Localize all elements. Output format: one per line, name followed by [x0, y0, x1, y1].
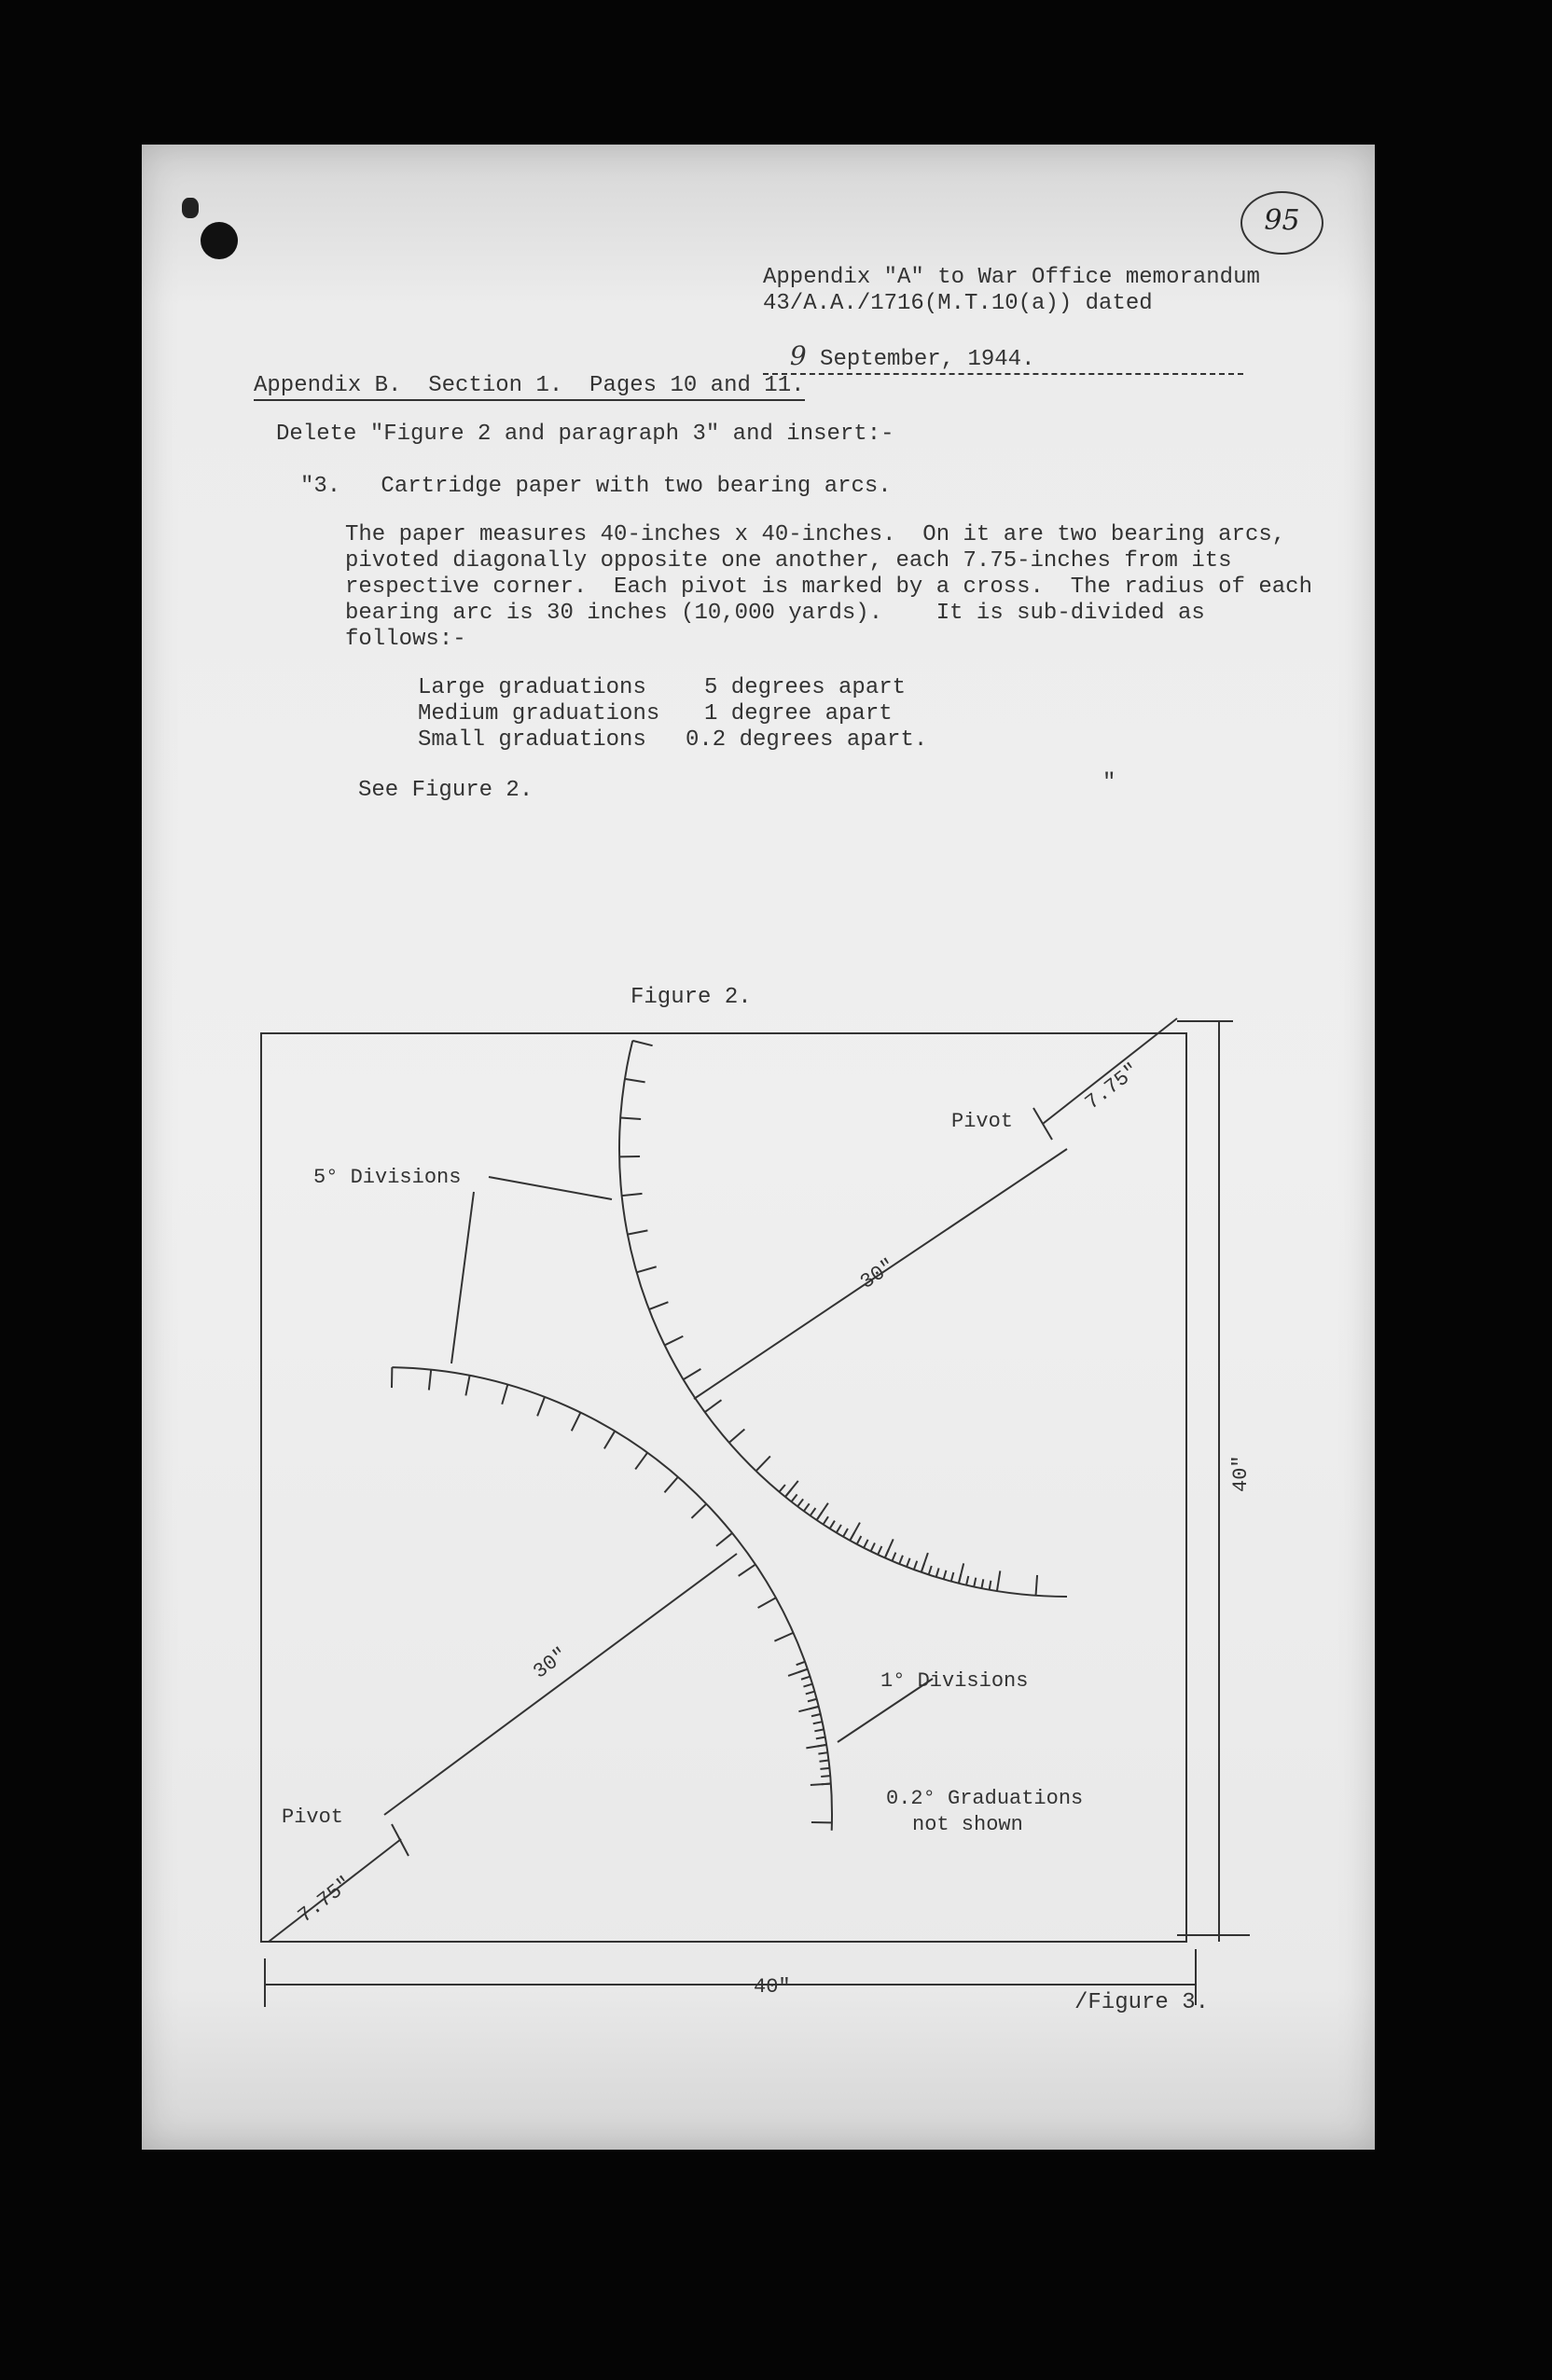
- bearing-arc-top-tick: [1036, 1575, 1038, 1596]
- bearing-arc-bottom-tick: [572, 1413, 581, 1432]
- pivot-cross-bottom: [392, 1824, 409, 1856]
- bearing-arc-top-minor-tick: [899, 1556, 903, 1564]
- bearing-arc-top-minor-tick: [929, 1566, 932, 1575]
- bearing-arc-bottom-tick: [691, 1504, 706, 1518]
- bearing-arc-top-tick: [649, 1302, 669, 1309]
- label-width-40: 40": [754, 1975, 791, 1999]
- bearing-arc-top-minor-tick: [966, 1576, 968, 1585]
- next-figure-note: /Figure 3.: [1074, 1990, 1210, 2015]
- bearing-arc-top-minor-tick: [837, 1525, 841, 1533]
- bearing-arc-bottom-minor-tick: [813, 1722, 823, 1723]
- bearing-arc-bottom-tick: [537, 1397, 545, 1417]
- date-month-year: September, 1944.: [820, 347, 1035, 372]
- bearing-arc-top-minor-tick: [864, 1540, 868, 1548]
- bearing-arc-bottom-tick: [774, 1633, 793, 1641]
- bearing-arc-top-minor-tick: [811, 1508, 816, 1515]
- paragraph-title: "3. Cartridge paper with two bearing arcs.: [300, 474, 892, 499]
- bearing-arc-top-minor-tick: [843, 1529, 848, 1537]
- graduation-value-small: 0.2 degrees apart.: [686, 727, 928, 753]
- bearing-arc-bottom-minor-tick: [803, 1684, 812, 1687]
- bearing-arc-top-minor-tick: [830, 1521, 835, 1529]
- bearing-arc-top-tick: [997, 1571, 1000, 1591]
- label-02-graduations: 0.2° Graduations: [886, 1787, 1084, 1810]
- bearing-arc-bottom-tick: [716, 1533, 732, 1546]
- body-line-4: bearing arc is 30 inches (10,000 yards). It is sub-divided as: [345, 601, 1205, 626]
- bearing-arc-top-minor-tick: [959, 1574, 961, 1584]
- bearing-arc-top-minor-tick: [779, 1485, 784, 1492]
- bearing-arc-top-tick: [632, 1041, 652, 1045]
- bearing-arc-bottom-tick: [635, 1453, 647, 1470]
- bearing-arc-bottom-tick: [664, 1477, 677, 1493]
- bearing-arc-top-minor-tick: [817, 1513, 823, 1520]
- label-offset-top: 7.75": [1080, 1059, 1144, 1115]
- bearing-arc-top-minor-tick: [850, 1532, 854, 1541]
- handwritten-page-number: 95: [1240, 191, 1323, 255]
- label-radius-bottom: 30": [529, 1642, 573, 1684]
- appendix-line-2: 43/A.A./1716(M.T.10(a)) dated: [763, 291, 1153, 316]
- bearing-arc-top-minor-tick: [922, 1563, 924, 1571]
- bearing-arc-bottom-tick: [429, 1370, 431, 1391]
- label-pivot-top: Pivot: [951, 1110, 1014, 1133]
- bearing-arc-bottom-minor-tick: [797, 1662, 805, 1665]
- bearing-arc-bottom-minor-tick: [819, 1761, 828, 1762]
- bearing-arc-top-tick: [729, 1429, 745, 1442]
- bearing-arc-top-minor-tick: [885, 1549, 889, 1557]
- graduation-label-large: Large graduations: [418, 675, 646, 700]
- pointer-5deg-to-bottom-arc: [451, 1192, 474, 1363]
- bearing-arc-bottom-minor-tick: [801, 1677, 811, 1680]
- bearing-arc-top-minor-tick: [981, 1579, 983, 1588]
- bearing-arc-bottom-minor-tick: [798, 1669, 807, 1672]
- label-radius-top: 30": [855, 1253, 900, 1294]
- see-figure-note: See Figure 2.: [358, 778, 534, 803]
- bearing-arc-bottom-minor-tick: [817, 1745, 826, 1747]
- bearing-arc-top-tick: [620, 1118, 641, 1120]
- bearing-arc-bottom-tick: [604, 1432, 615, 1449]
- bearing-arc-top-tick: [705, 1400, 722, 1412]
- bearing-arc-bottom-tick: [465, 1376, 469, 1396]
- label-1-divisions: 1° Divisions: [880, 1669, 1029, 1693]
- bearing-arc-top-tick: [637, 1266, 657, 1272]
- bearing-arc-top-minor-tick: [951, 1572, 954, 1582]
- bearing-arc-top-minor-tick: [944, 1571, 947, 1580]
- body-line-2: pivoted diagonally opposite one another, each 7.75-inches from its: [345, 548, 1232, 574]
- bearing-arc-top-minor-tick: [791, 1494, 797, 1501]
- bearing-arc-top-minor-tick: [804, 1503, 810, 1511]
- bearing-arc-bottom-tick: [758, 1598, 776, 1608]
- label-offset-bottom: 7.75": [293, 1872, 357, 1929]
- bearing-arc-top-minor-tick: [857, 1536, 862, 1544]
- bearing-arc-top-minor-tick: [936, 1568, 939, 1577]
- bearing-arc-top-tick: [684, 1369, 701, 1379]
- bearing-arc-top-minor-tick: [914, 1561, 917, 1570]
- bearing-arc-bottom-minor-tick: [816, 1737, 825, 1739]
- bearing-arc-bottom-minor-tick: [808, 1699, 817, 1702]
- label-height-40: 40": [1229, 1455, 1253, 1492]
- label-pivot-bottom: Pivot: [282, 1806, 344, 1829]
- bearing-arc-top-tick: [628, 1230, 648, 1234]
- bearing-arc-bottom-minor-tick: [818, 1752, 827, 1753]
- bearing-arc-top-minor-tick: [785, 1489, 791, 1497]
- bearing-arc-bottom-minor-tick: [814, 1729, 824, 1731]
- closing-quote: ": [1102, 770, 1116, 796]
- bearing-arc-top-minor-tick: [878, 1546, 881, 1555]
- bearing-arc-top-minor-tick: [824, 1516, 828, 1524]
- bearing-arc-bottom-minor-tick: [820, 1768, 829, 1769]
- bearing-arc-top-minor-tick: [907, 1558, 910, 1567]
- graduation-value-medium: 1 degree apart: [704, 701, 893, 726]
- label-5-divisions: 5° Divisions: [313, 1166, 462, 1189]
- bearing-arc-top-minor-tick: [974, 1578, 976, 1587]
- graduation-value-large: 5 degrees apart: [704, 675, 907, 700]
- body-line-5: follows:-: [345, 627, 466, 652]
- bearing-arc-top-tick: [665, 1336, 684, 1346]
- appendix-line-1: Appendix "A" to War Office memorandum: [763, 265, 1260, 290]
- date-day-handwritten: 9: [789, 340, 807, 371]
- figure-title: Figure 2.: [630, 985, 752, 1010]
- bearing-arc-bottom-minor-tick: [810, 1707, 819, 1709]
- bearing-arc-bottom-minor-tick: [806, 1692, 815, 1695]
- graduation-label-small: Small graduations: [418, 727, 646, 753]
- bearing-arc-top-minor-tick: [797, 1499, 803, 1506]
- bearing-arc-bottom-minor-tick: [821, 1776, 830, 1777]
- bearing-arc-top-tick: [622, 1194, 643, 1196]
- bearing-arc-top-minor-tick: [871, 1543, 875, 1551]
- section-heading: Appendix B. Section 1. Pages 10 and 11.: [254, 373, 805, 401]
- bearing-arc-bottom-tick: [739, 1565, 755, 1576]
- radius-line-bottom: [384, 1554, 737, 1815]
- graduation-label-medium: Medium graduations: [418, 701, 660, 726]
- bearing-arc-top-minor-tick: [892, 1553, 895, 1561]
- bearing-arc-top-tick: [756, 1456, 770, 1471]
- label-not-shown: not shown: [912, 1813, 1023, 1836]
- bearing-arc-bottom-minor-tick: [822, 1784, 831, 1785]
- pointer-5deg-to-top-arc: [489, 1177, 612, 1199]
- pivot-cross-top: [1033, 1108, 1052, 1140]
- delete-instruction: Delete "Figure 2 and paragraph 3" and insert:-: [276, 422, 894, 447]
- bearing-arc-bottom-minor-tick: [811, 1714, 821, 1716]
- bearing-arc-top-tick: [625, 1079, 645, 1082]
- bearing-arc-top-minor-tick: [990, 1581, 991, 1590]
- body-line-1: The paper measures 40-inches x 40-inches. On it are two bearing arcs,: [345, 522, 1286, 547]
- body-line-3: respective corner. Each pivot is marked by a cross. The radius of each: [345, 574, 1312, 600]
- bearing-arc-bottom-tick: [502, 1385, 507, 1404]
